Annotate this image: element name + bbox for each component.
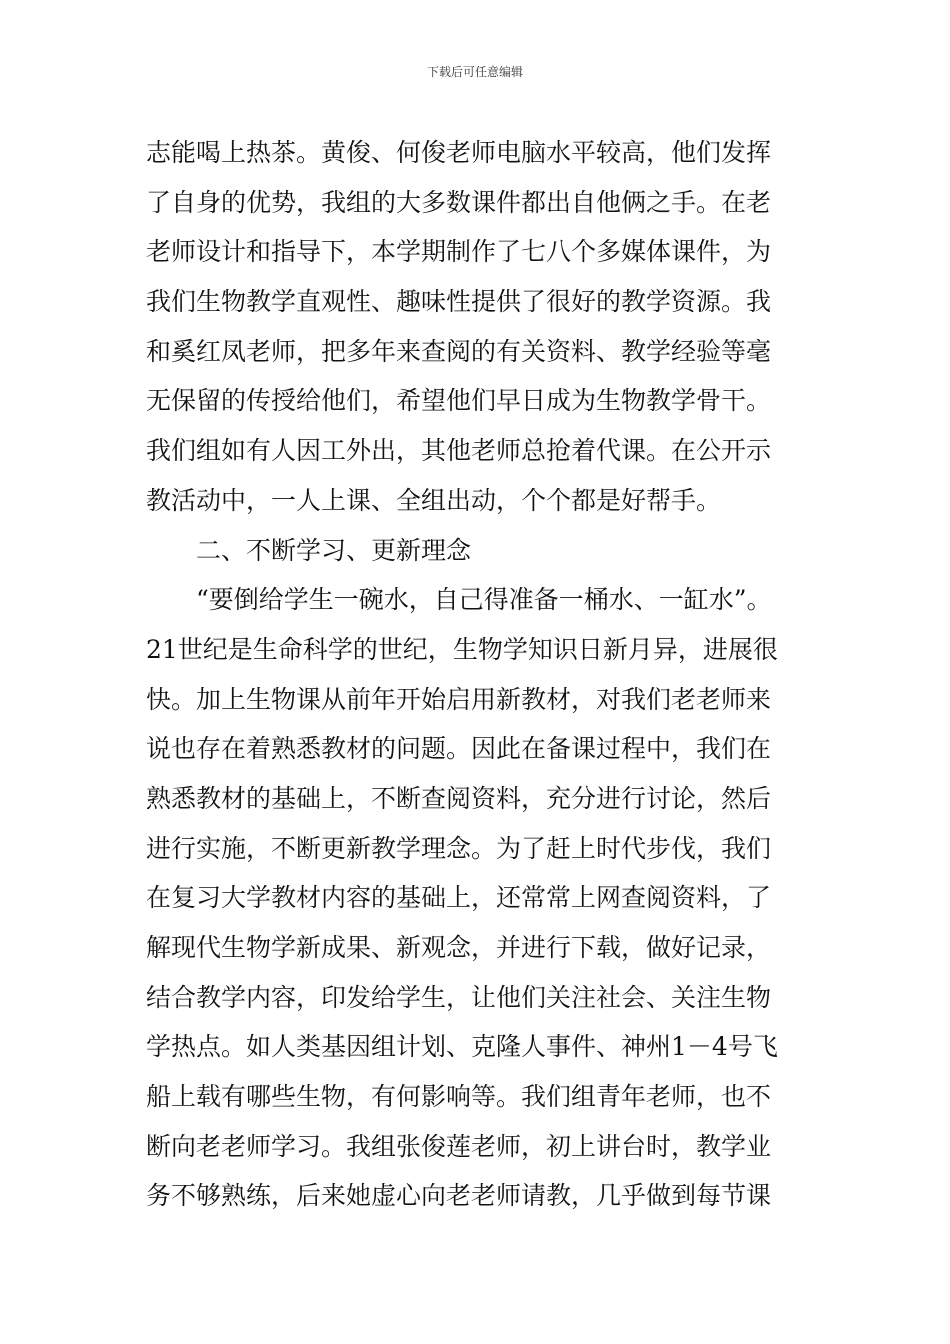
text-line: 我们组如有人因工外出，其他老师总抢着代课。在公开示	[146, 436, 772, 466]
section-heading: 二、不断学习、更新理念	[196, 535, 472, 565]
text-line: 务不够熟练，后来她虚心向老老师请教，几乎做到每节课	[146, 1181, 772, 1211]
text-line: 了自身的优势，我组的大多数课件都出自他俩之手。在老	[146, 187, 772, 217]
text-line: 在复习大学教材内容的基础上，还常常上网查阅资料，了	[146, 883, 772, 913]
text-line: 教活动中，一人上课、全组出动，个个都是好帮手。	[146, 485, 722, 515]
text-line: 志能喝上热茶。黄俊、何俊老师电脑水平较高，他们发挥	[146, 138, 772, 167]
body-text	[146, 128, 816, 1221]
text-line: 断向老老师学习。我组张俊莲老师，初上讲台时，教学业	[146, 1131, 772, 1161]
text-line: 船上载有哪些生物，有何影响等。我们组青年老师，也不	[146, 1082, 772, 1112]
text-line: 无保留的传授给他们，希望他们早日成为生物教学骨干。	[146, 386, 772, 416]
text-line: 进行实施，不断更新教学理念。为了赶上时代步伐，我们	[146, 833, 772, 863]
text-line: 快。加上生物课从前年开始启用新教材，对我们老老师来	[146, 684, 772, 714]
text-line: “要倒给学生一碗水，自己得准备一桶水、一缸水”。	[196, 585, 772, 615]
text-line: 解现代生物学新成果、新观念，并进行下载，做好记录，	[146, 933, 772, 962]
text-line: 说也存在着熟悉教材的问题。因此在备课过程中，我们在	[146, 734, 772, 764]
text-line: 学热点。如人类基因组计划、克隆人事件、神州1－4号飞	[146, 1032, 778, 1062]
page-header: 下载后可任意编辑	[426, 65, 523, 79]
text-line: 老师设计和指导下，本学期制作了七八个多媒体课件，为	[146, 237, 772, 267]
text-line: 21世纪是生命科学的世纪，生物学知识日新月异，进展很	[146, 634, 778, 664]
text-line: 我们生物教学直观性、趣味性提供了很好的教学资源。我	[146, 287, 772, 317]
text-line: 结合教学内容，印发给学生，让他们关注社会、关注生物	[146, 982, 772, 1012]
text-line: 和奚红凤老师，把多年来查阅的有关资料、教学经验等毫	[146, 336, 772, 366]
text-line: 熟悉教材的基础上，不断查阅资料，充分进行讨论，然后	[146, 783, 772, 813]
